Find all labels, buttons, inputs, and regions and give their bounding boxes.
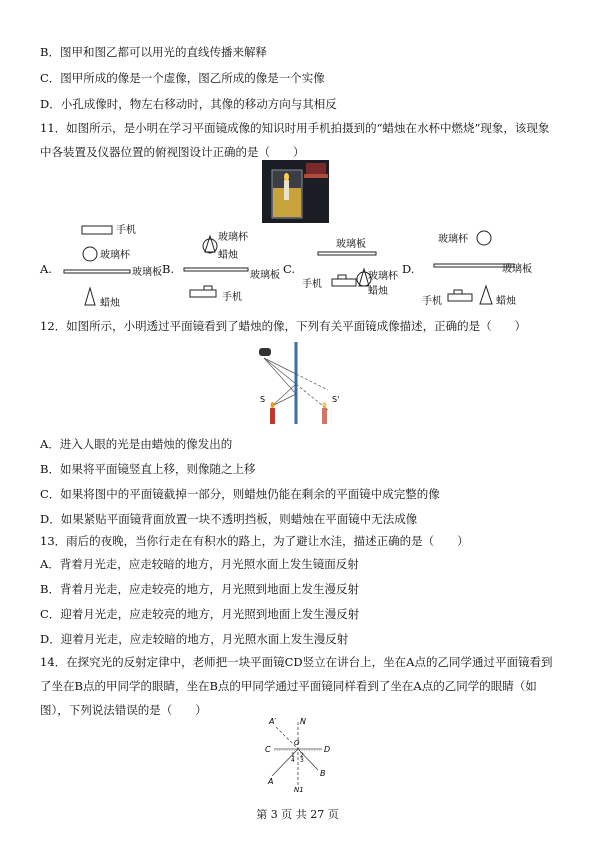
q11-d-glass-label: 玻璃杯 xyxy=(438,234,468,245)
q11-b-glass-label: 玻璃杯 xyxy=(218,232,248,243)
q14-a-label: A xyxy=(268,777,274,786)
q12-stem: 12．如图所示，小明透过平面镜看到了蜡烛的像，下列有关平面镜成像描述，正确的是（ ） xyxy=(40,319,527,333)
q14-angle-1: 1 xyxy=(291,752,295,759)
q13-option-d: D．迎着月光走，应走较暗的地方，月光照水面上发生漫反射 xyxy=(40,632,349,646)
q12-s-label: S xyxy=(260,395,266,404)
q11-d-plate-label: 玻璃板 xyxy=(502,264,532,275)
q11-c-phone-label: 手机 xyxy=(302,279,322,290)
q11-a-candle-label: 蜡烛 xyxy=(100,298,120,309)
q14-reflection-diagram xyxy=(258,712,338,792)
q14-b-label: B xyxy=(320,769,326,778)
q14-angle-2: 2 xyxy=(300,752,304,759)
q11-c-glass-label: 玻璃杯 xyxy=(368,271,398,282)
q14-angle-4: 4 xyxy=(291,757,295,764)
prev-option-b: B．图甲和图乙都可以用光的直线传播来解释 xyxy=(40,45,267,59)
page-footer: 第 3 页 共 27 页 xyxy=(256,808,339,821)
q11-option-c-diagram xyxy=(298,235,403,305)
q14-c-label: C xyxy=(265,745,271,754)
q11-option-b-letter: B. xyxy=(162,262,175,276)
q11-b-candle-label: 蜡烛 xyxy=(218,250,238,261)
q12-s-prime-label: S' xyxy=(332,395,340,404)
q11-option-d-diagram xyxy=(416,224,556,312)
prev-option-d: D．小孔成像时，物左右移动时，其像的移动方向与其相反 xyxy=(40,97,337,111)
candle-in-glass-photo xyxy=(262,160,329,223)
q14-a-prime-label: A′ xyxy=(269,717,277,726)
q11-option-d-letter: D. xyxy=(402,262,415,276)
q11-c-plate-label: 玻璃板 xyxy=(336,239,366,250)
q11-c-candle-label: 蜡烛 xyxy=(368,286,388,297)
q13-option-b: B．背着月光走，应走较亮的地方，月光照到地面上发生漫反射 xyxy=(40,582,359,596)
q11-option-a-diagram xyxy=(56,218,166,310)
q11-stem: 11．如图所示，是小明在学习平面镜成像的知识时用手机拍摄到的“蜡烛在水杯中燃烧”现象，该现象中各装置及仪器位置的俯视图设计正确的是（ ） xyxy=(40,121,550,159)
q14-n1-label: N1 xyxy=(294,786,304,792)
q14-angle-3: 3 xyxy=(300,757,304,764)
q11-b-plate-label: 玻璃板 xyxy=(250,270,280,281)
q11-d-phone-label: 手机 xyxy=(422,296,442,307)
q13-stem: 13．雨后的夜晚，当你行走在有积水的路上，为了避让水洼，描述正确的是（ ） xyxy=(40,534,469,548)
q11-a-plate-label: 玻璃板 xyxy=(132,267,162,278)
q14-n-label: N xyxy=(300,717,306,726)
q14-stem: 14．在探究光的反射定律中，老师把一块平面镜CD竖立在讲台上，坐在A点的乙同学通过平面镜看到了坐在B点的甲同学的眼睛，坐在B点的甲同学通过平面镜同样看到了坐在A点的乙同学的眼睛（如图），下列说法错误的是（ ） xyxy=(40,655,553,717)
q11-option-c-letter: C. xyxy=(283,262,296,276)
q11-a-glass-label: 玻璃杯 xyxy=(100,250,130,261)
q12-option-a: A．进入人眼的光是由蜡烛的像发出的 xyxy=(40,437,233,451)
q12-mirror-diagram xyxy=(250,340,350,426)
q11-option-b-diagram xyxy=(178,228,288,310)
q11-option-a-letter: A. xyxy=(40,262,52,276)
q11-a-phone-label: 手机 xyxy=(116,225,136,236)
q12-option-d: D．如果紧贴平面镜背面放置一块不透明挡板，则蜡烛在平面镜中无法成像 xyxy=(40,512,418,526)
prev-option-c: C．图甲所成的像是一个虚像，图乙所成的像是一个实像 xyxy=(40,71,325,85)
q13-option-c: C．迎着月光走，应走较亮的地方，月光照到地面上发生漫反射 xyxy=(40,607,360,621)
q13-option-a: A．背着月光走，应走较暗的地方，月光照水面上发生镜面反射 xyxy=(40,557,359,571)
q11-d-candle-label: 蜡烛 xyxy=(496,296,516,307)
q14-o-label: O xyxy=(294,739,300,747)
q11-b-phone-label: 手机 xyxy=(222,292,242,303)
q12-option-c: C．如果将图中的平面镜截掉一部分，则蜡烛仍能在剩余的平面镜中成完整的像 xyxy=(40,487,440,501)
q14-d-label: D xyxy=(324,745,331,754)
q12-option-b: B．如果将平面镜竖直上移，则像随之上移 xyxy=(40,462,256,476)
